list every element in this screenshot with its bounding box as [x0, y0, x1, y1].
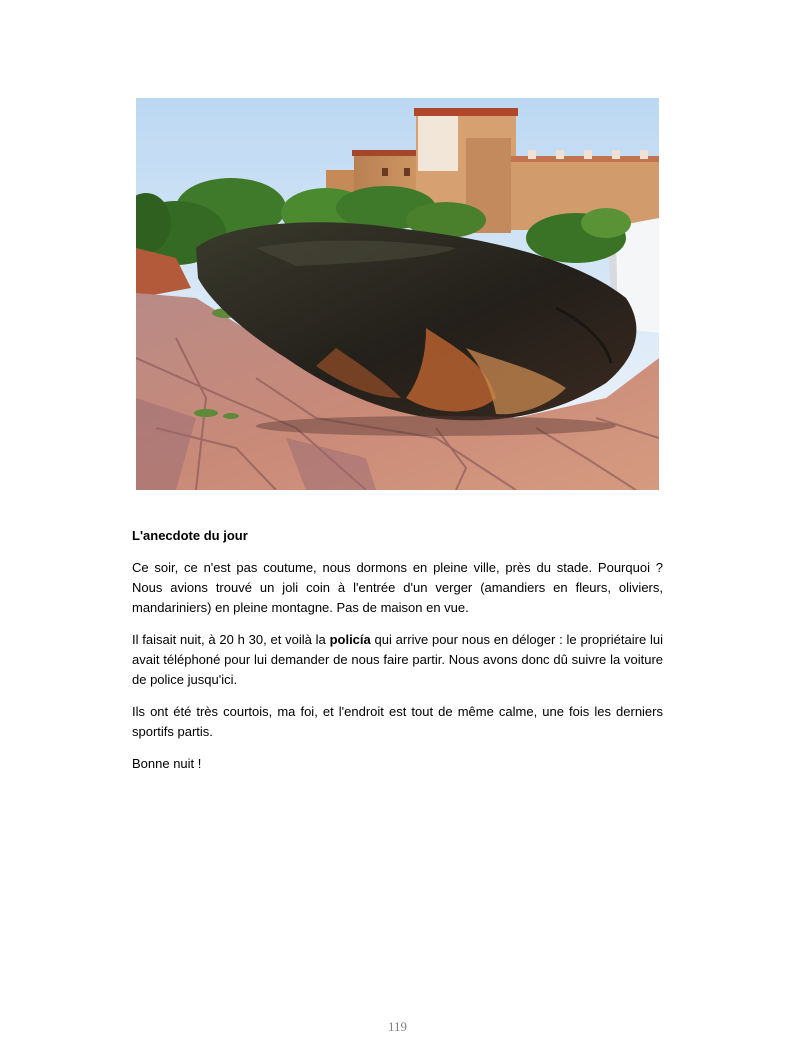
- paragraph-2: [132, 630, 663, 690]
- paragraph-1: Ce soir, ce n'est pas coutume, nous dormons en pleine ville, près du stade. Pourquoi ? Nous avions trouvé un joli coin à l'entrée d'un verger (amandiers en fleurs, oliviers, mandariniers) en pleine montagne. Pas de maison en vue.: [132, 560, 663, 615]
- policia-bold: policía: [329, 632, 371, 647]
- paragraph-4: Bonne nuit !: [132, 756, 202, 771]
- paragraph-3: Ils ont été très courtois, ma foi, et l'endroit est tout de même calme, une fois les derniers sportifs partis.: [132, 704, 663, 739]
- paragraph-2-end: qui arrive pour nous en déloger : le propriétaire lui avait téléphoné pour lui demander de nous faire partir. Nous avons donc dû suivre la voiture de police jusqu'ici.: [132, 632, 663, 687]
- section-heading: L'anecdote du jour: [132, 528, 248, 543]
- page-number: 119: [387, 1019, 408, 1034]
- text-content: [132, 526, 663, 786]
- paragraph-2-start: Il faisait nuit, à 20 h 30, et voilà la: [132, 632, 330, 647]
- photo-boulder-below-castle: [136, 98, 659, 490]
